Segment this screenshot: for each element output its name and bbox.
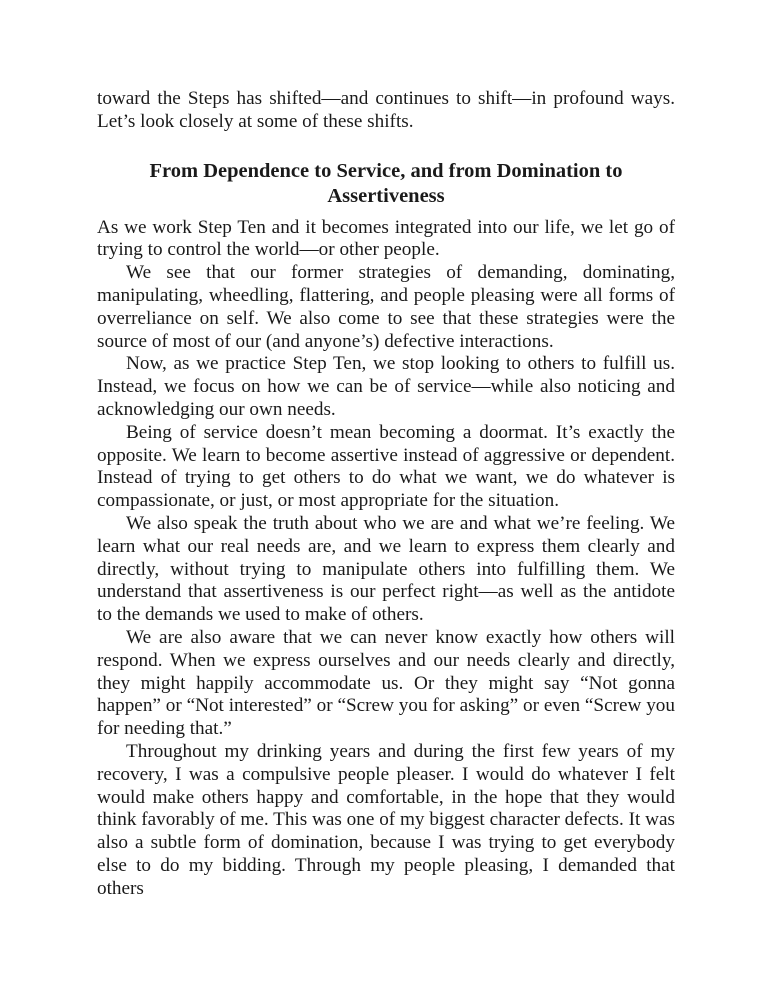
section-heading — [97, 159, 675, 209]
body-paragraph: We see that our former strategies of demanding, dominating, manipulating, wheedling, flattering, and people pleasing were all forms of overreliance on self. We also come to see that these strategies were the source of most of our (and anyone’s) defective interactions. — [97, 262, 675, 352]
body-paragraph: We also speak the truth about who we are and what we’re feeling. We learn what our real needs are, and we learn to express them clearly and directly, without trying to manipulate others into fulfilling them. We understand that assertiveness is our perfect right—as well as the antidote to the demands we used to make of others. — [97, 512, 675, 626]
body-paragraph: We are also aware that we can never know exactly how others will respond. When we express ourselves and our needs clearly and directly, they might happily accommodate us. Or they might say “Not gonna happen” or “Not interested” or “Screw you for asking” or even “Screw you for needing that.” — [97, 626, 675, 740]
body-paragraph: Throughout my drinking years and during the first few years of my recovery, I was a compulsive people pleaser. I would do whatever I felt would make others happy and comfortable, in the hope that they would think favorably of me. This was one of my biggest character defects. It was also a subtle form of domination, because I was trying to get everybody else to do my bidding. Through my people pleasing, I demanded that others — [97, 740, 675, 899]
continuation-paragraph: toward the Steps has shifted—and continues to shift—in profound ways. Let’s look closely at some of these shifts. — [97, 88, 675, 132]
body-paragraph: As we work Step Ten and it becomes integrated into our life, we let go of trying to control the world—or other people. — [97, 216, 675, 261]
book-page — [97, 88, 675, 901]
body-paragraph: Now, as we practice Step Ten, we stop looking to others to fulfill us. Instead, we focus on how we can be of service—while also noticing and acknowledging our own needs. — [97, 353, 675, 420]
section-heading-line-2: Assertiveness — [327, 184, 445, 207]
body-paragraph: Being of service doesn’t mean becoming a doormat. It’s exactly the opposite. We learn to become assertive instead of aggressive or dependent. Instead of trying to get others to do what we want, we do whatever is compassionate, or just, or most appropriate for the situation. — [97, 421, 675, 512]
section-heading-line-1: From Dependence to Service, and from Domination to — [149, 159, 623, 182]
